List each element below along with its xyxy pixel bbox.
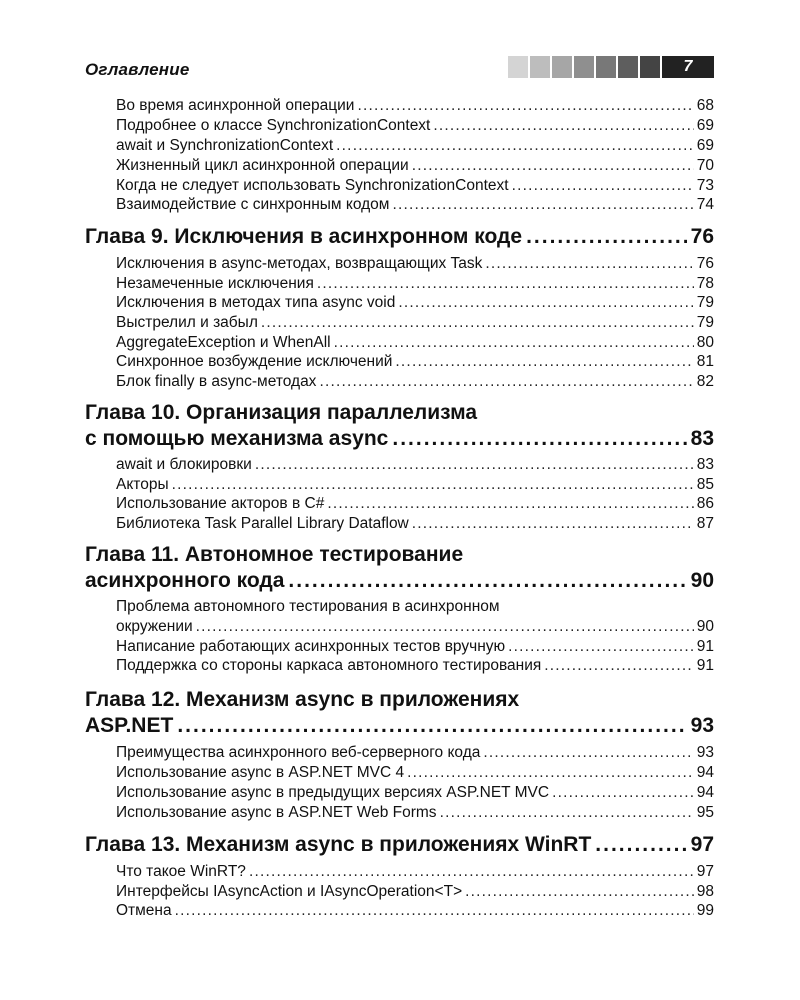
toc-entry-title: Интерфейсы IAsyncAction и IAsyncOperation<T> <box>116 883 463 900</box>
toc-entry[interactable] <box>116 743 714 762</box>
header-bar-segment <box>618 56 638 78</box>
toc-entry[interactable] <box>116 254 714 273</box>
toc-entry[interactable] <box>116 617 714 636</box>
dot-leader <box>196 617 694 636</box>
dot-leader <box>512 176 694 195</box>
toc-entry-title: Во время асинхронной операции <box>116 97 355 114</box>
toc-entry[interactable] <box>116 763 714 782</box>
header-bar-segment <box>640 56 660 78</box>
toc-entry[interactable] <box>116 656 714 675</box>
toc-entry-page: 86 <box>696 495 714 512</box>
toc-entry-title: await и SynchronizationContext <box>116 137 334 154</box>
dot-leader <box>433 116 693 135</box>
chapter-heading[interactable] <box>85 568 714 594</box>
toc-entry-title: Написание работающих асинхронных тестов вручную <box>116 638 506 655</box>
dot-leader <box>255 455 694 474</box>
toc-entry-page: 74 <box>696 196 714 213</box>
toc-entry-page: 91 <box>696 638 714 655</box>
chapter-title: ASP.NET <box>85 714 174 737</box>
chapter-title: асинхронного кода <box>85 569 285 592</box>
toc-entry[interactable] <box>116 333 714 352</box>
toc-entry-title: Отмена <box>116 902 172 919</box>
toc-entry-page: 79 <box>696 294 714 311</box>
toc-entry[interactable] <box>116 274 714 293</box>
toc-entry[interactable] <box>116 176 714 195</box>
dot-leader <box>440 803 694 822</box>
toc-entry[interactable] <box>116 862 714 881</box>
dot-leader <box>392 426 686 452</box>
toc-entry-title: Исключения в методах типа async void <box>116 294 396 311</box>
toc-entry-title: Использование async в ASP.NET Web Forms <box>116 804 437 821</box>
toc-entry-title: Блок finally в async-методах <box>116 373 317 390</box>
chapter-heading[interactable] <box>85 713 714 739</box>
toc-entry-page: 91 <box>696 657 714 674</box>
toc-entry-page: 97 <box>696 863 714 880</box>
toc-entry-page: 78 <box>696 275 714 292</box>
header-bar-segment <box>552 56 572 78</box>
toc-entry-title: await и блокировки <box>116 456 252 473</box>
toc-entry-page: 81 <box>696 353 714 370</box>
dot-leader <box>175 901 694 920</box>
toc-entry-title-line[interactable]: Проблема автономного тестирования в асинхронном <box>116 598 500 615</box>
dot-leader <box>336 136 694 155</box>
toc-entry-title: окружении <box>116 618 193 635</box>
dot-leader <box>357 96 693 115</box>
toc-entry[interactable] <box>116 313 714 332</box>
dot-leader <box>288 568 686 594</box>
toc-entry-title: Использование async в ASP.NET MVC 4 <box>116 764 405 781</box>
toc-entry[interactable] <box>116 195 714 214</box>
toc-entry-page: 99 <box>696 902 714 919</box>
toc-entry-title: Преимущества асинхронного веб-серверного кода <box>116 744 481 761</box>
dot-leader <box>395 352 693 371</box>
dot-leader <box>595 832 686 858</box>
chapter-heading[interactable] <box>85 224 714 250</box>
chapter-page: 97 <box>690 833 714 856</box>
dot-leader <box>334 333 694 352</box>
toc-entry-title: Жизненный цикл асинхронной операции <box>116 157 409 174</box>
dot-leader <box>319 372 693 391</box>
toc-entry[interactable] <box>116 783 714 802</box>
toc-entry-page: 70 <box>696 157 714 174</box>
dot-leader <box>407 763 694 782</box>
toc-entry-page: 69 <box>696 117 714 134</box>
toc-entry[interactable] <box>116 475 714 494</box>
chapter-title: с помощью механизма async <box>85 427 389 450</box>
dot-leader <box>483 743 693 762</box>
toc-entry[interactable] <box>116 882 714 901</box>
toc-entry-page: 94 <box>696 764 714 781</box>
dot-leader <box>412 156 694 175</box>
dot-leader <box>412 514 694 533</box>
toc-entry-title: Выстрелил и забыл <box>116 314 258 331</box>
toc-entry[interactable] <box>116 901 714 920</box>
toc-entry[interactable] <box>116 136 714 155</box>
dot-leader <box>465 882 694 901</box>
toc-entry-page: 82 <box>696 373 714 390</box>
dot-leader <box>485 254 693 273</box>
toc-entry-page: 93 <box>696 744 714 761</box>
dot-leader <box>552 783 694 802</box>
chapter-title: Глава 9. Исключения в асинхронном коде <box>85 225 523 248</box>
running-header-title: Оглавление <box>85 60 190 79</box>
toc-entry-page: 68 <box>696 97 714 114</box>
toc-entry-page: 76 <box>696 255 714 272</box>
dot-leader <box>392 195 693 214</box>
toc-entry-page: 79 <box>696 314 714 331</box>
toc-entry[interactable] <box>116 514 714 533</box>
header-bar-segment <box>596 56 616 78</box>
dot-leader <box>544 656 694 675</box>
toc-entry[interactable] <box>116 455 714 474</box>
toc-entry-page: 83 <box>696 456 714 473</box>
toc-entry-title: Исключения в async-методах, возвращающих Task <box>116 255 483 272</box>
toc-entry-page: 90 <box>696 618 714 635</box>
header-bar-segment <box>530 56 550 78</box>
toc-entry-title: Подробнее о классе SynchronizationContext <box>116 117 431 134</box>
dot-leader <box>261 313 694 332</box>
toc-entry-page: 87 <box>696 515 714 532</box>
running-header <box>0 52 800 82</box>
toc-entry-title: Поддержка со стороны каркаса автономного тестирования <box>116 657 542 674</box>
toc-entry[interactable] <box>116 352 714 371</box>
chapter-page: 83 <box>690 427 714 450</box>
toc-entry[interactable] <box>116 116 714 135</box>
toc-entry-title: Что такое WinRT? <box>116 863 246 880</box>
chapter-page: 90 <box>690 569 714 592</box>
dot-leader <box>398 293 693 312</box>
chapter-page: 76 <box>690 225 714 248</box>
toc-entry[interactable] <box>116 803 714 822</box>
toc-entry-page: 94 <box>696 784 714 801</box>
header-bar-segment <box>508 56 528 78</box>
toc-entry[interactable] <box>116 637 714 656</box>
toc-entry-title: Незамеченные исключения <box>116 275 314 292</box>
page-number: 7 <box>662 56 714 78</box>
dot-leader <box>508 637 694 656</box>
chapter-heading[interactable] <box>85 426 714 452</box>
chapter-page: 93 <box>690 714 714 737</box>
toc-entry[interactable] <box>116 293 714 312</box>
toc-entry-title: Использование акторов в C# <box>116 495 325 512</box>
toc-entry-title: Библиотека Task Parallel Library Dataflow <box>116 515 409 532</box>
toc-entry-title: Использование async в предыдущих версиях ASP.NET MVC <box>116 784 550 801</box>
chapter-heading[interactable] <box>85 832 714 858</box>
dot-leader <box>526 224 687 250</box>
dot-leader <box>172 475 694 494</box>
toc-entry-page: 98 <box>696 883 714 900</box>
dot-leader <box>249 862 694 881</box>
toc-entry-title: Акторы <box>116 476 169 493</box>
toc-entry-title: Когда не следует использовать SynchronizationContext <box>116 177 509 194</box>
chapter-title-line[interactable]: Глава 11. Автономное тестирование <box>85 543 464 566</box>
toc-entry-title: Синхронное возбуждение исключений <box>116 353 393 370</box>
toc-entry-page: 80 <box>696 334 714 351</box>
toc-entry-title: Взаимодействие с синхронным кодом <box>116 196 390 213</box>
dot-leader <box>177 713 686 739</box>
chapter-title: Глава 13. Механизм async в приложениях WinRT <box>85 833 592 856</box>
dot-leader <box>327 494 693 513</box>
toc-entry-page: 69 <box>696 137 714 154</box>
toc-entry-page: 95 <box>696 804 714 821</box>
toc-entry[interactable] <box>116 372 714 391</box>
toc-entry-title: AggregateException и WhenAll <box>116 334 331 351</box>
toc-entry-page: 85 <box>696 476 714 493</box>
header-bar-segment <box>574 56 594 78</box>
toc-entry[interactable] <box>116 96 714 115</box>
toc-entry[interactable] <box>116 494 714 513</box>
chapter-title-line[interactable]: Глава 12. Механизм async в приложениях <box>85 688 520 711</box>
chapter-title-line[interactable]: Глава 10. Организация параллелизма <box>85 401 478 424</box>
toc-entry-page: 73 <box>696 177 714 194</box>
dot-leader <box>317 274 694 293</box>
toc-entry[interactable] <box>116 156 714 175</box>
